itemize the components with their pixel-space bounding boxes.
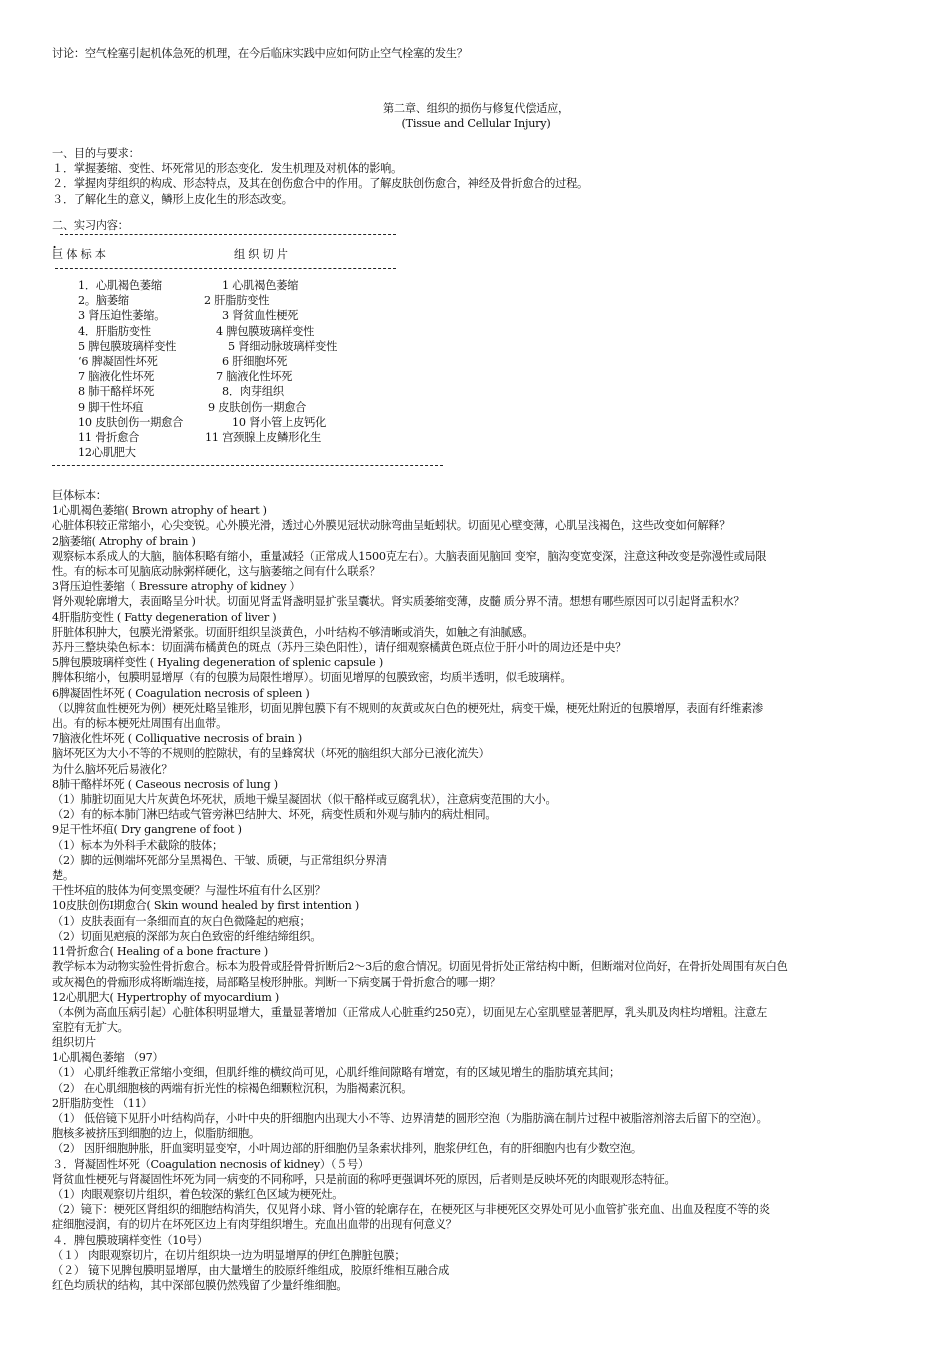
gross-section-line: 心脏体积较正常缩小，心尖变锐。心外膜光滑，透过心外膜见冠状动脉弯曲呈蚯蚓状。切面见心壁变薄，心肌呈浅褐色，这些改变如何解释？ — [52, 519, 731, 533]
gross-section-line: （2）脚的远侧端坏死部分呈黑褐色、干皱、质硬，与正常组织分界清 — [52, 853, 387, 867]
gross-section-heading: 巨体标本： — [52, 489, 107, 502]
objective-item: ２．掌握肉芽组织的构成、形态特点，及其在创伤愈合中的作用。了解皮肤创伤愈合，神经及骨折愈合的过程。 — [52, 177, 588, 191]
slide-section-line: （１） 肉眼观察切片，在切片组织块一边为明显增厚的伊红色脾脏包膜； — [52, 1248, 406, 1262]
gross-section-line: 1心肌褐色萎缩( Brown atrophy of heart ) — [52, 504, 267, 518]
slide-section-line: 2肝脂肪变性 （11） — [52, 1096, 153, 1110]
gross-section-line: 性。有的标本可见脑底动脉粥样硬化，这与脑萎缩之间有什么联系？ — [52, 565, 381, 579]
gross-specimen-item: 10 皮肤创伤一期愈合 — [78, 415, 184, 429]
gross-section-line: 脾体积缩小，包膜明显增厚（有的包膜为局限性增厚）。切面见增厚的包膜致密，均质半透明，似毛玻璃样。 — [52, 671, 572, 685]
slide-section-line: 症细胞浸润，有的切片在坏死区边上有肉芽组织增生。充血出血带的出现有何意义？ — [52, 1218, 457, 1232]
slide-item: 1 心肌褐色萎缩 — [222, 279, 299, 292]
gross-section-line: 干性坏疽的肢体为何变黑变硬？与湿性坏疽有什么区别？ — [52, 884, 326, 898]
objectives-section — [52, 146, 588, 207]
slide-item: 9 皮肤创伤一期愈合 — [208, 400, 307, 414]
gross-specimen-item: 4．肝脂肪变性 — [78, 324, 151, 338]
table-rule-bottom — [52, 465, 443, 466]
slide-section-line: （1） 低倍镜下见肝小叶结构尚存，小叶中央的肝细胞内出现大小不等、边界清楚的圆形空泡（为脂肪滴在制片过程中被脂溶剂溶去后留下的空泡）。 — [52, 1112, 768, 1126]
slide-section-line: ３．肾凝固性坏死（Coagulation necnosis of kidney）（５号） — [52, 1157, 369, 1171]
slide-section-line: 肾贫血性梗死与肾凝固性坏死为同一病变的不同称呼，只是前面的称呼更强调坏死的原因，后者则是反映坏死的肉眼观形态特征。 — [52, 1172, 676, 1186]
gross-specimen-item: 12心肌肥大 — [78, 446, 136, 460]
gross-section-line: 肝脏体积肿大，包膜光滑紧张。切面肝组织呈淡黄色，小叶结构不够清晰或消失，如触之有油腻感。 — [52, 625, 534, 639]
gross-section-line: 4肝脂肪变性 ( Fatty degeneration of liver ) — [52, 610, 277, 624]
table-rule-top — [60, 234, 396, 235]
slide-item: 5 肾细动脉玻璃样变性 — [228, 339, 338, 353]
slide-section-line: （1）肉眼观察切片组织，着色较深的紫红色区域为梗死灶。 — [52, 1188, 344, 1202]
gross-section-line: 6脾凝固性坏死 ( Coagulation necrosis of spleen ) — [52, 686, 310, 700]
gross-column-header: 巨 体 标 本 — [52, 248, 106, 261]
slide-section-line: （２） 镜下见脾包膜明显增厚，由大量增生的胶原纤维组成，胶原纤维相互融合成 — [52, 1264, 450, 1278]
slide-column-header: 组 织 切 片 — [234, 248, 288, 261]
gross-specimen-item: 1．心肌褐色萎缩 — [78, 279, 162, 292]
chapter-title: 第二章、组织的损伤与修复代偿适应， — [383, 102, 569, 115]
slide-section-line: （2） 因肝细胞肿胀，肝血窦明显变窄，小叶周边部的肝细胞仍呈条索状排列，胞浆伊红色，有的肝细胞内也有少数空泡。 — [52, 1142, 642, 1156]
gross-section-line: （1）皮肤表面有一条细而直的灰白色微隆起的疤痕； — [52, 914, 311, 928]
slide-section-line: （2）镜下：梗死区肾组织的细胞结构消失，仅见肾小球、肾小管的轮廓存在，在梗死区与非梗死区交界处可见小血管扩张充血、出血及程度不等的炎 — [52, 1203, 770, 1217]
slide-section-line: ４．脾包膜玻璃样变性（10号） — [52, 1233, 208, 1247]
objective-item: １．掌握萎缩、变性、坏死常见的形态变化．发生机理及对机体的影响。 — [52, 162, 403, 176]
gross-specimen-item: 3 肾压迫性萎缩。 — [78, 309, 166, 323]
slide-item: 4 脾包膜玻璃样变性 — [216, 324, 315, 338]
gross-section-line: 脑坏死区为大小不等的不规则的腔隙状，有的呈蜂窝状（坏死的脑组织大部分已液化流失） — [52, 747, 490, 761]
slide-section-line: 红色均质状的结构，其中深部包膜仍然残留了少量纤维细胞。 — [52, 1279, 348, 1293]
gross-section-line: 8肺干酪样坏死 ( Caseous necrosis of lung ) — [52, 777, 278, 791]
gross-section-line: （2）切面见疤痕的深部为灰白色致密的纤维结缔组织。 — [52, 929, 322, 943]
gross-specimen-item: 9 脚干性坏疽 — [78, 400, 144, 414]
slide-section-line: （1） 心肌纤维教正常缩小变细，但肌纤维的横纹尚可见，心肌纤维间隙略有增宽，有的区域见增生的脂肪填充其间； — [52, 1066, 620, 1080]
gross-section-line: 10皮肤创伤Ⅰ期愈合( Skin wound healed by first intention ) — [52, 899, 359, 913]
slide-item: 7 脑液化性坏死 — [216, 370, 293, 384]
slide-section-line: （2） 在心肌细胞核的两端有折光性的棕褐色细颗粒沉积，为脂褐素沉积。 — [52, 1081, 413, 1095]
gross-section-line: 7脑液化性坏死 ( Colliquative necrosis of brain ) — [52, 732, 302, 746]
gross-specimen-item: 5 脾包膜玻璃样变性 — [78, 339, 177, 353]
gross-section-line: 或灰褐色的骨痂形成将断端连接，局部略呈梭形肿胀。判断一下病变属于骨折愈合的哪一期？ — [52, 975, 501, 989]
slide-section-line: 胞核多被挤压到细胞的边上，似脂肪细胞。 — [52, 1127, 260, 1141]
chapter-subtitle: (Tissue and Cellular Injury) — [401, 117, 551, 130]
discussion-question: 讨论：空气栓塞引起机体急死的机理，在今后临床实践中应如何防止空气栓塞的发生？ — [52, 47, 468, 60]
gross-specimen-item: 2。脑萎缩 — [78, 294, 129, 308]
gross-section-line: 室腔有无扩大。 — [52, 1021, 129, 1035]
gross-specimen-item: 7 脑液化性坏死 — [78, 370, 155, 384]
gross-specimen-item: 8 肺干酪样坏死 — [78, 385, 155, 399]
gross-section-line: 出。有的标本梗死灶周围有出血带。 — [52, 717, 228, 731]
slide-item: 8．肉芽组织 — [222, 385, 284, 399]
slide-section-line: 1心肌褐色萎缩 （97） — [52, 1051, 164, 1065]
gross-section — [52, 488, 788, 1035]
gross-section-line: 苏丹三整块染色标本：切面满布橘黄色的斑点（苏丹三染色阳性），请仔细观察橘黄色斑点位于肝小叶的周边还是中央？ — [52, 641, 627, 655]
objective-item: ３．了解化生的意义，鳞形上皮化生的形态改变。 — [52, 192, 293, 206]
gross-section-line: 5脾包膜玻璃样变性 ( Hyaling degeneration of splenic capsule ) — [52, 656, 383, 670]
gross-section-line: 为什么脑坏死后易液化？ — [52, 762, 173, 776]
gross-specimen-item: ‘6 脾凝固性坏死 — [78, 355, 158, 368]
slide-item: 6 肝细胞坏死 — [222, 355, 288, 368]
gross-section-line: 观察标本系成人的大脑，脑体积略有缩小，重量减轻（正常成人1500克左右）。大脑表面见脑回 变窄，脑沟变宽变深，注意这种改变是弥漫性或局限 — [52, 549, 767, 563]
gross-section-line: （2）有的标本肺门淋巴结或气管旁淋巴结肿大、坏死，病变性质和外观与肺内的病灶相同。 — [52, 808, 497, 822]
slide-item: 3 肾贫血性梗死 — [222, 309, 299, 323]
slide-item: 11 宫颈腺上皮鳞形化生 — [205, 431, 322, 444]
table-rule-middle — [55, 268, 396, 269]
gross-section-line: 楚。 — [52, 869, 74, 883]
content-dot: . — [52, 233, 58, 252]
objectives-heading: 一、目的与要求： — [52, 147, 140, 160]
gross-specimen-item: 11 骨折愈合 — [78, 431, 140, 444]
slide-item: 10 肾小管上皮钙化 — [232, 415, 327, 429]
gross-section-line: 12心肌肥大( Hypertrophy of myocardium ) — [52, 990, 280, 1004]
gross-section-line: （1）标本为外科手术截除的肢体； — [52, 838, 223, 852]
content-heading: 二、实习内容： — [52, 219, 129, 232]
gross-section-line: （以脾贫血性梗死为例）梗死灶略呈锥形，切面见脾包膜下有不规则的灰黄或灰白色的梗死灶，病变干燥，梗死灶附近的包膜增厚，表面有纤维素渗 — [52, 701, 763, 715]
slide-item: 2 肝脂肪变性 — [204, 294, 270, 308]
slide-section — [52, 1035, 770, 1293]
gross-section-line: （本例为高血压病引起）心脏体积明显增大，重量显著增加（正常成人心脏重约250克），切面见左心室肌壁显著肥厚，乳头肌及肉柱均增粗。注意左 — [52, 1005, 768, 1019]
gross-section-line: 肾外观轮廓增大，表面略呈分叶状。切面见肾盂肾盏明显扩张呈囊状。肾实质萎缩变薄，皮髓 质分界不清。想想有哪些原因可以引起肾盂积水？ — [52, 595, 745, 609]
gross-section-line: 9足干性坏疽( Dry gangrene of foot ) — [52, 823, 242, 837]
slide-section-heading: 组织切片 — [52, 1036, 96, 1049]
gross-section-line: 3肾压迫性萎缩（ Bressure atrophy of kidney ） — [52, 580, 301, 594]
gross-section-line: 教学标本为动物实验性骨折愈合。标本为股骨或胫骨骨折断后2～3后的愈合情况。切面见骨折处正常结构中断，但断端对位尚好，在骨折处周围有灰白色 — [52, 960, 788, 974]
gross-section-line: 11骨折愈合( Healing of a bone fracture ) — [52, 945, 268, 959]
gross-section-line: 2脑萎缩( Atrophy of brain ) — [52, 534, 196, 548]
gross-section-line: （1）肺脏切面见大片灰黄色坏死状，质地干燥呈凝固状（似干酪样或豆腐乳状），注意病变范围的大小。 — [52, 793, 557, 807]
